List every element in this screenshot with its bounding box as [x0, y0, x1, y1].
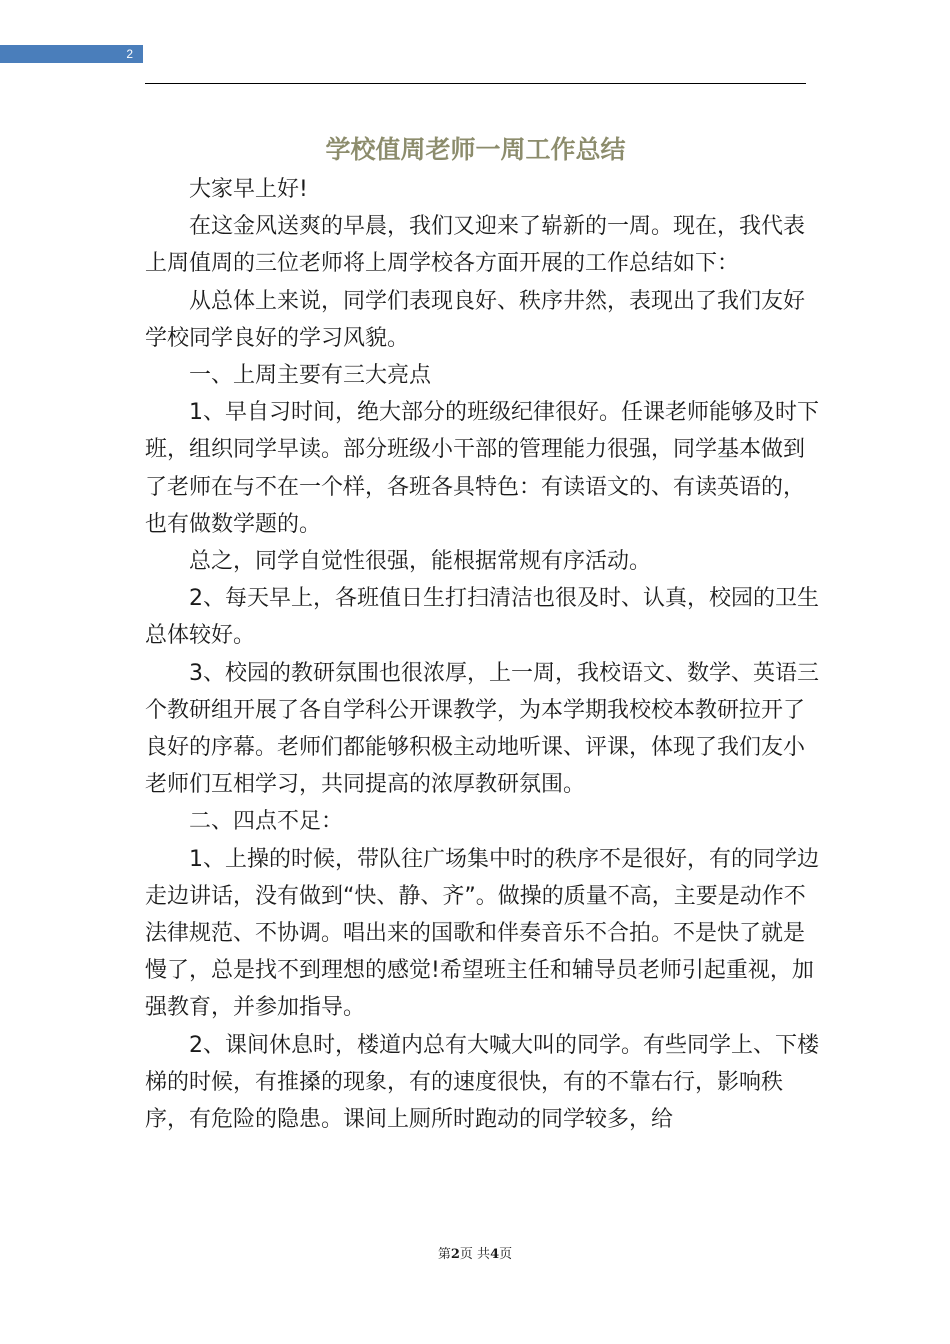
- footer-current-page: 2: [450, 1247, 460, 1262]
- footer-middle: 页 共: [459, 1247, 491, 1262]
- section-heading-shortcomings: 二、四点不足：: [189, 809, 344, 835]
- page-tab-number: 2: [126, 47, 133, 61]
- paragraph-intro: 在这金风送爽的早晨，我们又迎来了崭新的一周。现在，我代表上周值周的三位老师将上周学校各方面开展的工作总结如下：: [145, 214, 806, 277]
- paragraph-overview: 从总体上来说，同学们表现良好、秩序井然，表现出了我们友好学校同学良好的学习风貌。: [145, 288, 806, 351]
- paragraph-greeting: 大家早上好!: [189, 177, 308, 202]
- paragraph-shortcoming-2: 2、课间休息时，楼道内总有大喊大叫的同学。有些同学上、下楼梯的时候，有推搡的现象，有的速度很快，有的不靠右行，影响秩序，有危险的隐患。课间上厕所时跑动的同学较多，给: [145, 1032, 819, 1133]
- document-body: [145, 171, 820, 1138]
- paragraph-highlight-3: 3、校园的教研氛围也很浓厚，上一周，我校语文、数学、英语三个教研组开展了各自学科公开课教学，为本学期我校校本教研拉开了良好的序幕。老师们都能够积极主动地听课、评课，体现了我们友小老师们互相学习，共同提高的浓厚教研氛围。: [145, 660, 819, 798]
- footer-suffix: 页: [499, 1247, 513, 1262]
- footer-total-pages: 4: [490, 1247, 500, 1262]
- footer-prefix: 第: [437, 1247, 451, 1262]
- paragraph-highlight-2: 2、每天早上，各班值日生打扫清洁也很及时、认真，校园的卫生总体较好。: [145, 586, 819, 649]
- page-number-tab: [0, 45, 143, 63]
- paragraph-highlight-1: 1、早自习时间，绝大部分的班级纪律很好。任课老师能够及时下班，组织同学早读。部分班级小干部的管理能力很强，同学基本做到了老师在与不在一个样，各班各具特色：有读语文的、有读英语的，也有做数学题的。: [145, 400, 819, 537]
- paragraph-shortcoming-1: 1、上操的时候，带队往广场集中时的秩序不是很好，有的同学边走边讲话，没有做到“快、静、齐”。做操的质量不高，主要是动作不法律规范、不协调。唱出来的国歌和伴奏音乐不合拍。不是快了就是慢了，总是找不到理想的感觉!希望班主任和辅导员老师引起重视，加强教育，并参加指导。: [145, 846, 819, 1021]
- section-heading-highlights: 一、上周主要有三大亮点: [189, 363, 432, 389]
- page-footer: [0, 1247, 950, 1263]
- header-rule: [145, 83, 806, 84]
- document-title: 学校值周老师一周工作总结: [325, 135, 626, 164]
- paragraph-highlight-summary: 总之，同学自觉性很强，能根据常规有序活动。: [189, 549, 652, 575]
